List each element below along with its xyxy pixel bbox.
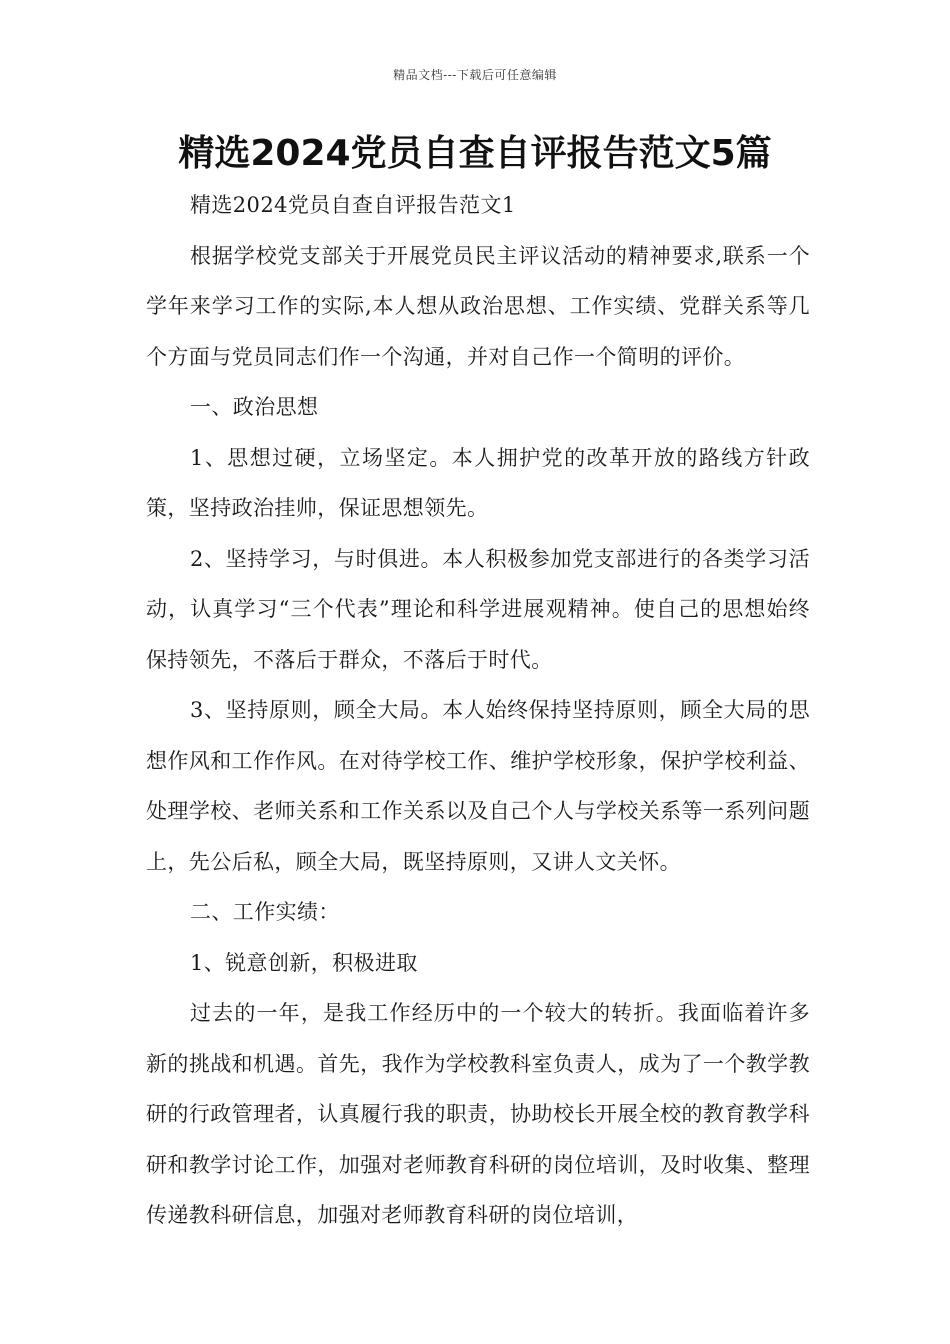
subsection-heading: 1、锐意创新，积极进取 bbox=[190, 950, 418, 975]
body-paragraph: 根据学校党支部关于开展党员民主评议活动的精神要求,联系一个学年来学习工作的实际,本人想从政治思想、工作实绩、党群关系等几个方面与党员同志们作一个沟通，并对自己作一个简明的评价。 bbox=[146, 243, 810, 369]
section-heading: 一、政治思想 bbox=[190, 395, 319, 419]
body-paragraph: 3、坚持原则，顾全大局。本人始终保持坚持原则，顾全大局的思想作风和工作作风。在对待学校工作、维护学校形象，保护学校利益、处理学校、老师关系和工作关系以及自己个人与学校关系等一系列问题上，先公后私，顾全大局，既坚持原则，又讲人文关怀。 bbox=[146, 698, 810, 874]
body-paragraph: 过去的一年，是我工作经历中的一个较大的转折。我面临着许多新的挑战和机遇。首先，我作为学校教科室负责人，成为了一个教学教研的行政管理者，认真履行我的职责，协助校长开展全校的教育教学科研和教学讨论工作，加强对老师教育科研的岗位培训，及时收集、整理传递教科研信息，加强对老师教育科研的岗位培训， bbox=[146, 1001, 810, 1227]
document-body bbox=[146, 180, 810, 1241]
document-title: 精选2024党员自查自评报告范文5篇 bbox=[178, 133, 772, 174]
body-paragraph: 1、思想过硬，立场坚定。本人拥护党的改革开放的路线方针政策，坚持政治挂帅，保证思想领先。 bbox=[146, 445, 810, 520]
body-paragraph: 2、坚持学习，与时俱进。本人积极参加党支部进行的各类学习活动，认真学习“三个代表”理论和科学进展观精神。使自己的思想始终保持领先，不落后于群众，不落后于时代。 bbox=[146, 546, 810, 672]
subtitle-paragraph: 精选2024党员自查自评报告范文1 bbox=[190, 193, 516, 217]
header-note: 精品文档---下载后可任意编辑 bbox=[393, 68, 557, 82]
section-heading: 二、工作实绩： bbox=[190, 900, 340, 924]
